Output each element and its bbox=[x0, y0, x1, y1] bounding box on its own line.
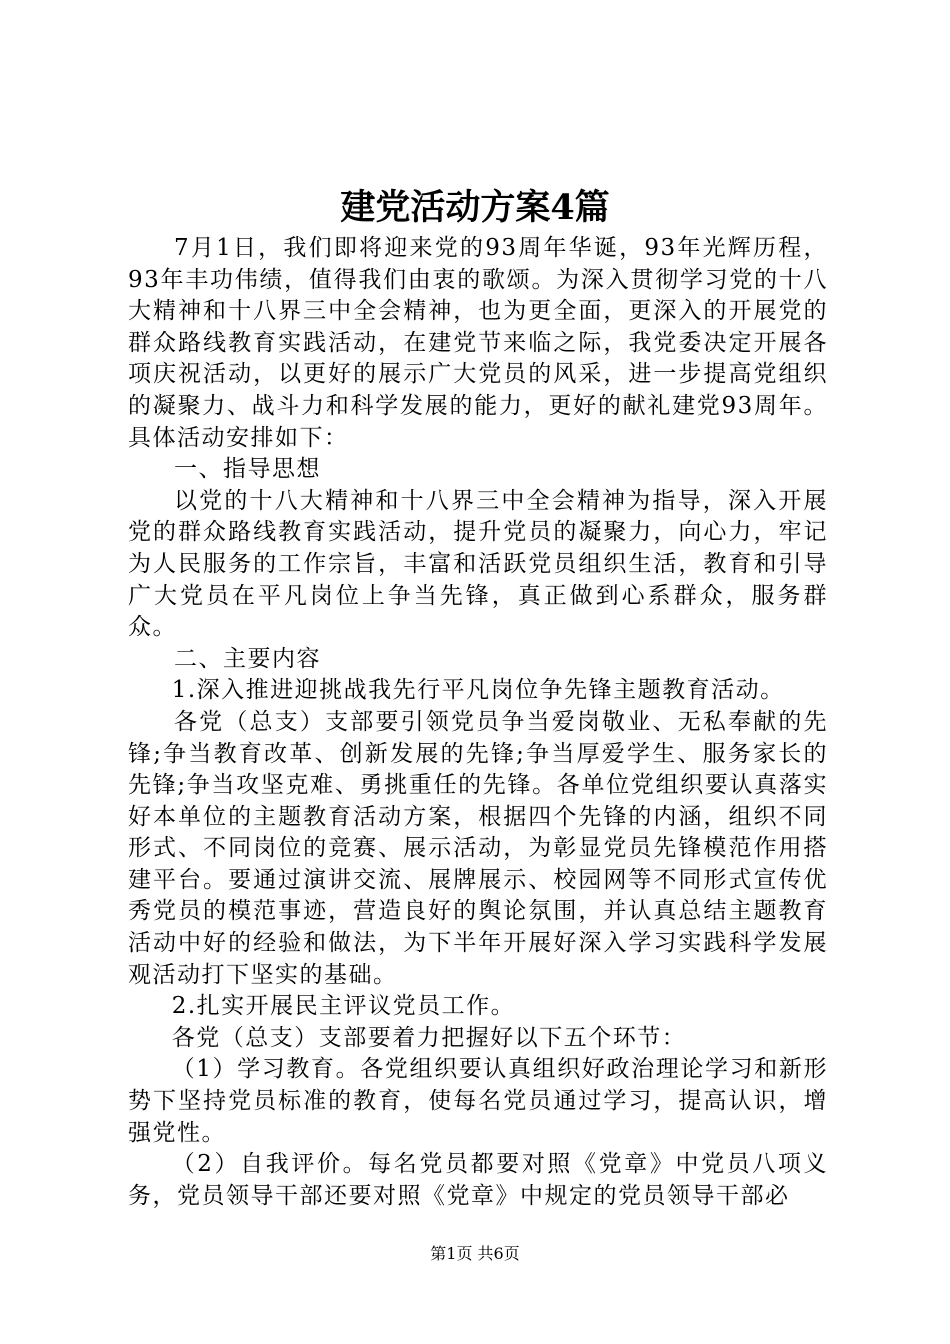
subheading-item-1: 1.深入推进迎挑战我先行平凡岗位争先锋主题教育活动。 bbox=[171, 677, 785, 704]
heading-guiding-ideology: 一、指导思想 bbox=[174, 456, 321, 483]
paragraph-guiding-ideology: 以党的十八大精神和十八界三中全会精神为指导，深入开展党的群众路线教育实践活动，提升党员的凝聚力，向心力，牢记为人民服务的工作宗旨，丰富和活跃党员组织生活，教育和引导广大党员在平凡岗位上争当先锋，真正做到心系群众，服务群众。 bbox=[128, 487, 828, 641]
paragraph-item-1: 各党（总支）支部要引领党员争当爱岗敬业、无私奉献的先锋;争当教育改革、创新发展的先锋;争当厚爱学生、服务家长的先锋;争当攻坚克难、勇挑重任的先锋。各单位党组织要认真落实好本单位的主题教育活动方案，根据四个先锋的内涵，组织不同形式、不同岗位的竞赛、展示活动，为彰显党员先锋模范作用搭建平台。要通过演讲交流、展牌展示、校园网等不同形式宣传优秀党员的模范事迹，营造良好的舆论氛围，并认真总结主题教育活动中好的经验和做法，为下半年开展好深入学习实践科学发展观活动打下坚实的基础。 bbox=[128, 708, 828, 988]
paragraph-item-2-intro: 各党（总支）支部要着力把握好以下五个环节： bbox=[171, 1024, 687, 1051]
paragraph-step-2: （2）自我评价。每名党员都要对照《党章》中党员八项义务，党员领导干部还要对照《党章》中规定的党员领导干部必 bbox=[128, 1151, 828, 1209]
document-body bbox=[128, 233, 828, 1212]
heading-main-content: 二、主要内容 bbox=[174, 645, 321, 672]
subheading-item-2: 2.扎实开展民主评议党员工作。 bbox=[171, 993, 516, 1020]
document-title: 建党活动方案4篇 bbox=[340, 187, 610, 228]
paragraph-intro: 7月1日，我们即将迎来党的93周年华诞，93年光辉历程，93年丰功伟绩，值得我们由衷的歌颂。为深入贯彻学习党的十八大精神和十八界三中全会精神，也为更全面，更深入的开展党的群众路线教育实践活动，在建党节来临之际，我党委决定开展各项庆祝活动，以更好的展示广大党员的风采，进一步提高党组织的凝聚力、战斗力和科学发展的能力，更好的献礼建党93周年。具体活动安排如下： bbox=[128, 235, 828, 451]
paragraph-step-1: （1）学习教育。各党组织要认真组织好政治理论学习和新形势下坚持党员标准的教育，使每名党员通过学习，提高认识，增强党性。 bbox=[128, 1056, 828, 1146]
page-number-footer: 第1页 共6页 bbox=[430, 1244, 520, 1263]
